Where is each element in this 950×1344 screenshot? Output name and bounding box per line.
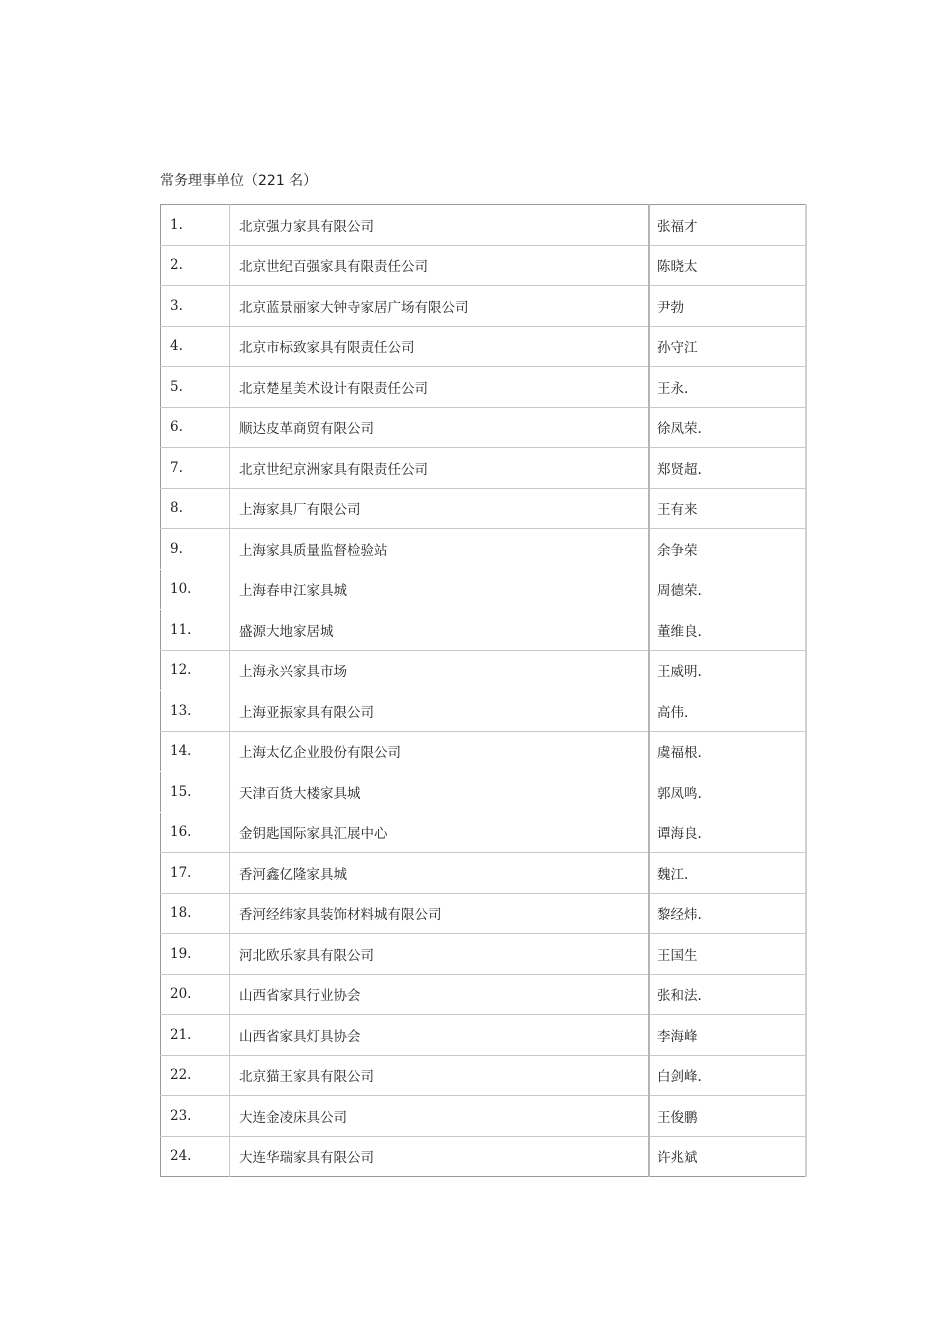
member-organization: 上海亚振家具有限公司 (230, 691, 650, 732)
table-row (161, 245, 807, 286)
member-representative: 王国生 (649, 934, 806, 975)
row-number: 8. (161, 488, 230, 529)
member-organization: 北京世纪京洲家具有限责任公司 (230, 448, 650, 489)
member-representative: 高伟. (649, 691, 806, 732)
row-number: 21. (161, 1015, 230, 1056)
member-representative: 黎经炜. (649, 893, 806, 934)
member-organization: 香河经纬家具装饰材料城有限公司 (230, 893, 650, 934)
member-representative: 白剑峰. (649, 1055, 806, 1096)
member-organization: 北京蓝景丽家大钟寺家居广场有限公司 (230, 286, 650, 327)
row-number: 6. (161, 407, 230, 448)
table-row (161, 853, 807, 894)
member-representative: 陈晓太 (649, 245, 806, 286)
table-row (161, 772, 807, 813)
table-row (161, 650, 807, 691)
member-organization: 北京世纪百强家具有限责任公司 (230, 245, 650, 286)
member-representative: 周德荣. (649, 569, 806, 610)
member-organization: 北京市标致家具有限责任公司 (230, 326, 650, 367)
member-organization: 上海永兴家具市场 (230, 650, 650, 691)
member-representative: 余争荣 (649, 529, 806, 570)
row-number: 15. (161, 772, 230, 813)
member-organization: 盛源大地家居城 (230, 610, 650, 651)
row-number: 10. (161, 569, 230, 610)
table-row (161, 893, 807, 934)
member-organization: 顺达皮革商贸有限公司 (230, 407, 650, 448)
member-organization: 北京强力家具有限公司 (230, 205, 650, 246)
member-organization: 北京楚星美术设计有限责任公司 (230, 367, 650, 408)
member-organization: 香河鑫亿隆家具城 (230, 853, 650, 894)
member-table-body (161, 205, 807, 1177)
row-number: 1. (161, 205, 230, 246)
row-number: 23. (161, 1096, 230, 1137)
page-title: 常务理事单位（221 名） (160, 173, 318, 189)
member-representative: 虞福根. (649, 731, 806, 772)
member-organization: 河北欧乐家具有限公司 (230, 934, 650, 975)
row-number: 19. (161, 934, 230, 975)
member-organization: 金钥匙国际家具汇展中心 (230, 812, 650, 853)
member-representative: 李海峰 (649, 1015, 806, 1056)
row-number: 13. (161, 691, 230, 732)
member-representative: 许兆斌 (649, 1136, 806, 1177)
member-organization: 山西省家具灯具协会 (230, 1015, 650, 1056)
member-representative: 孙守江 (649, 326, 806, 367)
table-row (161, 691, 807, 732)
member-organization: 大连金凌床具公司 (230, 1096, 650, 1137)
table-row (161, 286, 807, 327)
table-row (161, 1096, 807, 1137)
table-row (161, 934, 807, 975)
row-number: 22. (161, 1055, 230, 1096)
member-organization: 上海家具厂有限公司 (230, 488, 650, 529)
table-row (161, 529, 807, 570)
row-number: 16. (161, 812, 230, 853)
member-representative: 王永. (649, 367, 806, 408)
row-number: 2. (161, 245, 230, 286)
table-row (161, 1055, 807, 1096)
member-representative: 郭凤鸣. (649, 772, 806, 813)
member-representative: 郑贤超. (649, 448, 806, 489)
member-representative: 魏江. (649, 853, 806, 894)
table-row (161, 448, 807, 489)
row-number: 20. (161, 974, 230, 1015)
table-row (161, 731, 807, 772)
member-representative: 尹勃 (649, 286, 806, 327)
row-number: 24. (161, 1136, 230, 1177)
table-row (161, 1015, 807, 1056)
member-representative: 王威明. (649, 650, 806, 691)
table-row (161, 407, 807, 448)
table-row (161, 974, 807, 1015)
row-number: 12. (161, 650, 230, 691)
row-number: 3. (161, 286, 230, 327)
row-number: 18. (161, 893, 230, 934)
table-row (161, 1136, 807, 1177)
table-row (161, 367, 807, 408)
row-number: 11. (161, 610, 230, 651)
member-representative: 张福才 (649, 205, 806, 246)
member-organization: 北京猫王家具有限公司 (230, 1055, 650, 1096)
member-organization: 天津百货大楼家具城 (230, 772, 650, 813)
table-row (161, 488, 807, 529)
table-row (161, 569, 807, 610)
member-organization: 大连华瑞家具有限公司 (230, 1136, 650, 1177)
member-organization: 上海太亿企业股份有限公司 (230, 731, 650, 772)
member-representative: 董维良. (649, 610, 806, 651)
member-representative: 王有来 (649, 488, 806, 529)
member-representative: 张和法. (649, 974, 806, 1015)
row-number: 7. (161, 448, 230, 489)
member-representative: 徐凤荣. (649, 407, 806, 448)
member-table (160, 204, 807, 1177)
row-number: 14. (161, 731, 230, 772)
member-representative: 谭海良. (649, 812, 806, 853)
table-row (161, 812, 807, 853)
table-row (161, 326, 807, 367)
member-organization: 山西省家具行业协会 (230, 974, 650, 1015)
table-row (161, 205, 807, 246)
table-row (161, 610, 807, 651)
row-number: 4. (161, 326, 230, 367)
row-number: 9. (161, 529, 230, 570)
member-representative: 王俊鹏 (649, 1096, 806, 1137)
member-organization: 上海春申江家具城 (230, 569, 650, 610)
row-number: 17. (161, 853, 230, 894)
row-number: 5. (161, 367, 230, 408)
member-organization: 上海家具质量监督检验站 (230, 529, 650, 570)
